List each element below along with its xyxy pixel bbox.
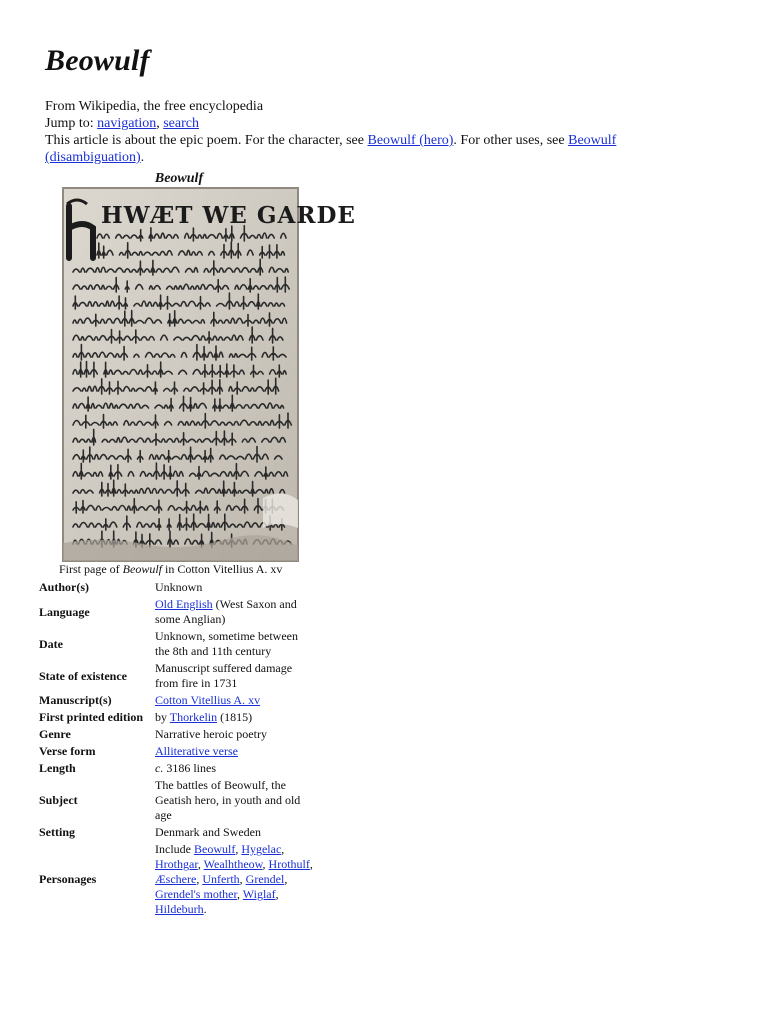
personage-separator: , <box>237 887 243 901</box>
row-label: Subject <box>39 793 78 807</box>
personage-link-hrothulf[interactable]: Hrothulf <box>268 857 310 871</box>
circa-text: c. <box>155 761 164 775</box>
jump-navigation-link[interactable]: navigation <box>97 116 157 131</box>
jump-to-bar <box>45 115 199 132</box>
row-value: Unknown <box>155 580 203 594</box>
infobox-row-personages <box>39 841 314 918</box>
language-detail: (West Saxon and some Anglian) <box>155 597 297 626</box>
infobox-row-author <box>39 579 314 596</box>
row-label: State of existence <box>39 668 127 683</box>
row-value <box>155 760 314 777</box>
row-label: Date <box>39 636 63 651</box>
beowulf-disambiguation-link[interactable]: Beowulf (disambiguation) <box>45 133 617 165</box>
line-count: 3186 lines <box>163 761 216 775</box>
jump-separator: , <box>156 116 160 131</box>
row-value <box>155 709 314 726</box>
personage-separator: , <box>262 857 269 871</box>
tagline: From Wikipedia, the free encyclopedia <box>45 99 264 114</box>
image-caption <box>59 562 282 577</box>
jump-to-label: Jump to: <box>45 116 94 131</box>
row-label: Language <box>39 604 90 619</box>
row-value <box>155 596 314 628</box>
manuscript-image[interactable] <box>63 188 356 561</box>
infobox-row-genre <box>39 726 314 743</box>
infobox-row-verse-form <box>39 743 314 760</box>
row-label: Length <box>39 761 76 775</box>
year-text: (1815) <box>217 710 253 724</box>
row-label: Setting <box>39 825 75 839</box>
thorkelin-link[interactable]: Thorkelin <box>169 710 218 724</box>
include-text: Include <box>155 842 194 856</box>
hatnote-text-3: . <box>140 150 145 165</box>
personage-link-hrothgar[interactable]: Hrothgar <box>155 857 198 871</box>
row-value <box>155 743 314 760</box>
alliterative-verse-link[interactable]: Alliterative verse <box>155 744 238 758</box>
personage-link-unferth[interactable]: Unferth <box>202 872 240 886</box>
personage-link-hildeburh[interactable]: Hildeburh <box>155 902 204 916</box>
old-english-link[interactable]: Old English <box>155 597 213 611</box>
personage-separator: , <box>275 887 279 901</box>
infobox-title: Beowulf <box>154 171 204 186</box>
personage-link-wiglaf[interactable]: Wiglaf <box>242 887 276 901</box>
hatnote-text-2: . For other uses, see <box>453 133 569 148</box>
personage-link-æschere[interactable]: Æschere <box>155 872 197 886</box>
personage-separator: , <box>197 857 204 871</box>
personage-separator: , <box>239 872 246 886</box>
personage-link-wealhtheow[interactable]: Wealhtheow <box>203 857 263 871</box>
row-value: Manuscript suffered damage from fire in 1731 <box>155 661 293 690</box>
cotton-vitellius-link[interactable]: Cotton Vitellius A. xv <box>155 693 261 707</box>
personage-link-grendel[interactable]: Grendel <box>245 872 285 886</box>
caption-prefix: First page of <box>59 562 123 576</box>
personage-separator: . <box>203 902 207 916</box>
row-value: Unknown, sometime between the 8th and 11th century <box>155 629 298 658</box>
row-value: Narrative heroic poetry <box>155 727 267 741</box>
infobox-row-language <box>39 596 314 628</box>
row-label: Genre <box>39 727 71 741</box>
row-label: Verse form <box>39 744 96 758</box>
manuscript-heading-text: HWÆT WE GARDE <box>101 202 356 229</box>
infobox-row-subject <box>39 777 314 824</box>
beowulf-hero-link[interactable]: Beowulf (hero) <box>367 133 454 148</box>
infobox-table <box>39 579 314 918</box>
caption-italic-title: Beowulf <box>122 562 162 576</box>
hatnote-text-1: This article is about the epic poem. For the character, see <box>45 133 368 148</box>
infobox-row-first-printed <box>39 709 314 726</box>
personage-link-hygelac[interactable]: Hygelac <box>241 842 282 856</box>
row-value: The battles of Beowulf, the Geatish hero, in youth and old age <box>155 778 301 822</box>
row-label: Manuscript(s) <box>39 693 112 707</box>
caption-suffix: in Cotton Vitellius A. xv <box>161 562 283 576</box>
row-value: Denmark and Sweden <box>155 825 261 839</box>
row-value <box>155 841 314 918</box>
row-label: Personages <box>39 872 97 886</box>
personage-link-beowulf[interactable]: Beowulf <box>193 842 236 856</box>
page-title: Beowulf <box>45 44 150 77</box>
row-value <box>155 692 314 709</box>
infobox-row-date <box>39 628 314 660</box>
jump-search-link[interactable]: search <box>163 116 199 131</box>
personage-separator: , <box>309 857 313 871</box>
manuscript-page-graphic <box>63 188 298 561</box>
personage-separator: , <box>281 842 285 856</box>
infobox-row-manuscript <box>39 692 314 709</box>
personage-separator: , <box>235 842 242 856</box>
personage-separator: , <box>196 872 203 886</box>
personage-separator: , <box>284 872 288 886</box>
hatnote <box>45 132 665 166</box>
infobox-row-state <box>39 660 314 692</box>
row-label: Author(s) <box>39 580 89 594</box>
by-text: by <box>155 710 170 724</box>
personage-link-grendel-s-mother[interactable]: Grendel's mother <box>155 887 237 901</box>
infobox-row-setting <box>39 824 314 841</box>
infobox-row-length <box>39 760 314 777</box>
row-label: First printed edition <box>39 710 143 724</box>
